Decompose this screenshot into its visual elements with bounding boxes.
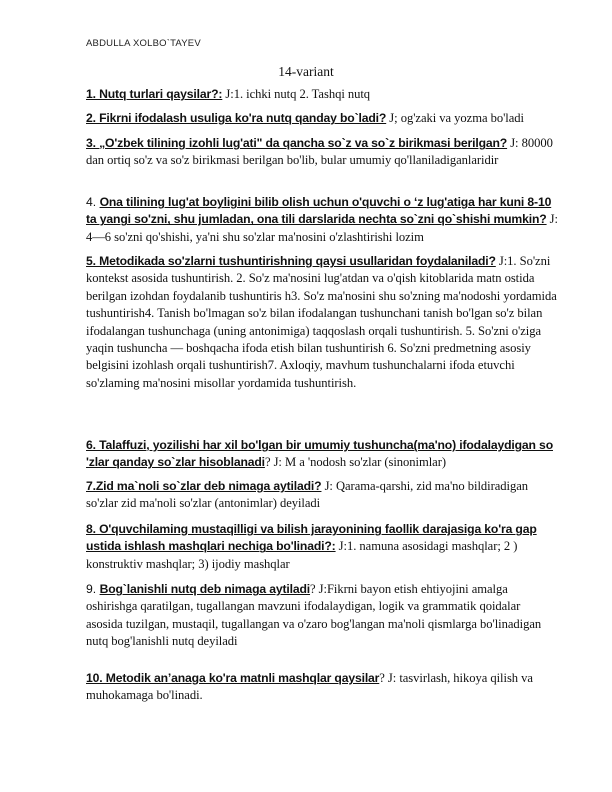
qa-item-7	[86, 478, 560, 513]
qa-item-2	[86, 110, 560, 127]
answer-4: J: 4—6 so'zni qo'shishi, ya'ni shu so'zlar ma'nosini o'zlashtirishi lozim	[86, 212, 558, 244]
question-9-number: 9.	[86, 582, 100, 596]
question-9: Bog`lanishli nutq deb nimaga aytiladi	[99, 582, 311, 596]
answer-10: ? J: tasvirlash, hikoya qilish va muhokamaga bo'linadi.	[86, 671, 533, 703]
qa-item-3	[86, 135, 560, 170]
answer-6: ? J: M a 'nodosh so'zlar (sinonimlar)	[264, 455, 447, 470]
qa-item-1	[86, 86, 560, 103]
answer-9: ? J:Fikrni bayon etish ehtiyojini amalga oshirishga qaratilgan, tugallangan mavzuni ifodalaydigan, logik va grammatik qoidalar asosida tuzilgan, mustaqil, tugallangan va o'zaro bog'langan ma'noli qismlarga bo'linadigan nutq bog'lanishli nutq deyiladi	[86, 582, 542, 649]
variant-title: 14-variant	[278, 64, 334, 79]
answer-1: J:1. ichki nutq 2. Tashqi nutq	[222, 87, 371, 101]
question-1: 1. Nutq turlari qaysilar?:	[86, 87, 223, 101]
answer-3: J: 80000 dan ortiq so'z va so'z birikmasi berilgan bo'lib, bular umumiy qo'llaniladiganlaridir	[86, 136, 553, 168]
qa-item-5	[86, 253, 560, 392]
answer-8: J:1. namuna asosidagi mashqlar; 2 ) konstruktiv mashqlar; 3) ijodiy mashqlar	[86, 539, 518, 571]
qa-item-4	[86, 194, 560, 246]
answer-5: J:1. So'zni kontekst asosida tushuntirish. 2. So'z ma'nosini lug'atdan va o'qish kitoblarida matn ostida berilgan izohdan foydalanib tushuntiris h3. So'z ma'nosini shu so'zning ma'nodoshi yordamida tushuntirish4. Tanish bo'lmagan so'z bilan ifodalangan tushunchani tanish bo'lgan so'z bilan ifodalangan tushunchaga (uning antonimiga) taqqoslash orqali tushuntirish. 5. So'zni o'ziga yaqin tushuncha — boshqacha ifoda etish bilan tushuntirish 6. So'zni predmetning asosiy belgisini izohlash orqali tushuntirish7. Axloqiy, mavhum tushunchalarni ifoda etuvchi so'zlaming ma'nosini misollar yordamida tushuntirish.	[86, 254, 557, 390]
question-2: 2. Fikrni ifodalash usuliga ko'ra nutq qanday bo`ladi?	[86, 111, 387, 125]
question-10: 10. Metodik an’anaga ko'ra matnli mashqlar qaysilar	[86, 671, 380, 685]
qa-item-9	[86, 581, 560, 651]
answer-2: J; og'zaki va yozma bo'ladi	[386, 111, 524, 125]
question-4-number: 4.	[86, 195, 100, 209]
qa-item-10	[86, 670, 560, 705]
page-header: ABDULLA XOLBO`TAYEV	[86, 38, 201, 49]
question-8: 8. O'quvchilaming mustaqilligi va bilish jarayonining faollik darajasiga ko'ra gap ustida ishlash mashqlari nechiga bo'linadi?:	[86, 522, 537, 554]
question-5: 5. Metodikada so'zlarni tushuntirishning qaysi usullaridan foydalaniladi?	[86, 254, 496, 268]
qa-item-8	[86, 521, 560, 573]
question-7: 7.Zid ma`noli so`zlar deb nimaga aytiladi?	[86, 479, 322, 493]
answer-7: J: Qarama-qarshi, zid ma'no bildiradigan so'zlar zid ma'noli so'zlar (antonimlar) deyiladi	[86, 479, 529, 511]
question-6: 6. Talaffuzi, yozilishi har xil bo'lgan bir umumiy tushuncha(ma'no) ifodalaydigan so 'zlar qanday so`zlar hisoblanadi	[86, 438, 553, 470]
qa-item-6	[86, 437, 560, 472]
question-4: Ona tilining lug'at boyligini bilib olish uchun o'quvchi o ‘z lug'atiga har kuni 8-10 ta yangi so'zni, shu jumladan, ona tili darslarida nechta so`zni qo`shishi mumkin?	[86, 195, 552, 227]
question-3: 3. „O'zbek tilining izohli lug'ati" da qancha so`z va so`z birikmasi berilgan?	[86, 136, 508, 150]
